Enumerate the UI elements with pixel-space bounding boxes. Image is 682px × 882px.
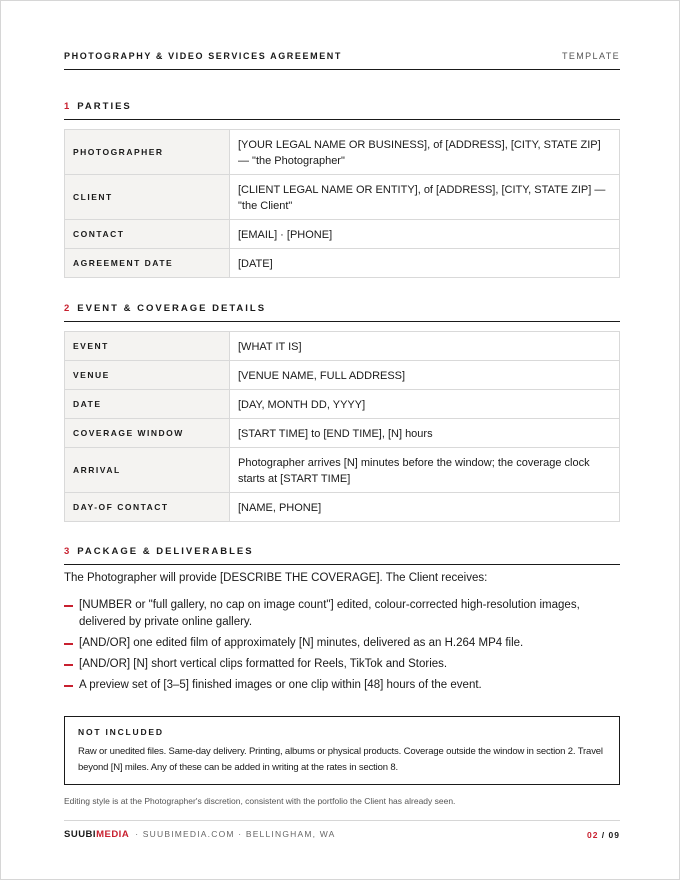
table-row <box>65 249 620 278</box>
field-value: [CLIENT LEGAL NAME OR ENTITY], of [ADDRESS], [CITY, STATE ZIP] — "the Client" <box>230 175 620 220</box>
section-heading-package <box>64 546 620 565</box>
document-title: PHOTOGRAPHY & VIDEO SERVICES AGREEMENT <box>64 51 343 61</box>
field-value: [VENUE NAME, FULL ADDRESS] <box>230 361 620 390</box>
not-included-box <box>64 716 620 785</box>
list-item <box>64 597 620 631</box>
page-separator: / <box>598 829 609 840</box>
footer-meta: · SUUBIMEDIA.COM · BELLINGHAM, WA <box>135 829 336 839</box>
section-heading-event <box>64 303 620 322</box>
deliverables-list <box>64 597 620 698</box>
header-rule <box>64 69 620 70</box>
section-title: PARTIES <box>77 101 132 112</box>
section-heading-parties <box>64 101 620 120</box>
page-current: 02 <box>586 829 599 840</box>
table-row <box>65 419 620 448</box>
field-value: [YOUR LEGAL NAME OR BUSINESS], of [ADDRESS], [CITY, STATE ZIP] — "the Photographer" <box>230 130 620 175</box>
table-row <box>65 390 620 419</box>
field-value: [START TIME] to [END TIME], [N] hours <box>230 419 620 448</box>
field-label: ARRIVAL <box>65 448 230 493</box>
section-number: 1 <box>64 101 72 112</box>
footer-rule <box>64 820 620 821</box>
table-row <box>65 332 620 361</box>
brand-part-b: MEDIA <box>96 829 130 840</box>
table-row <box>65 493 620 522</box>
footnote: Editing style is at the Photographer's discretion, consistent with the portfolio the Client has already seen. <box>64 796 456 806</box>
section-title: PACKAGE & DELIVERABLES <box>77 546 254 557</box>
list-item <box>64 656 620 673</box>
bullet-dash-icon <box>64 643 73 645</box>
field-value: [NAME, PHONE] <box>230 493 620 522</box>
bullet-dash-icon <box>64 685 73 687</box>
package-intro: The Photographer will provide [DESCRIBE THE COVERAGE]. The Client receives: <box>64 572 488 584</box>
field-label: DAY-OF CONTACT <box>65 493 230 522</box>
table-row <box>65 130 620 175</box>
list-item-text: A preview set of [3–5] finished images or one clip within [48] hours of the event. <box>79 679 482 691</box>
list-item-text: [NUMBER or "full gallery, no cap on image count"] edited, colour-corrected high-resolution images, delivered by private online gallery. <box>79 599 580 628</box>
parties-table <box>64 129 620 278</box>
field-label: CLIENT <box>65 175 230 220</box>
list-item <box>64 677 620 694</box>
event-table <box>64 331 620 522</box>
section-title: EVENT & COVERAGE DETAILS <box>77 303 267 314</box>
footer-left <box>64 829 336 840</box>
not-included-body: Raw or unedited files. Same-day delivery. Printing, albums or physical products. Coverage outside the window in section 2. Travel beyond [N] miles. Any of these can be added in writing at the rates in section 8. <box>78 746 603 773</box>
field-label: CONTACT <box>65 220 230 249</box>
field-value: Photographer arrives [N] minutes before the window; the coverage clock starts at [START TIME] <box>230 448 620 493</box>
page-header <box>64 51 620 61</box>
page-number <box>587 830 620 840</box>
template-tag: TEMPLATE <box>561 51 620 61</box>
section-number: 3 <box>64 546 72 557</box>
list-item <box>64 635 620 652</box>
not-included-title: NOT INCLUDED <box>78 727 164 737</box>
table-row <box>65 448 620 493</box>
list-item-text: [AND/OR] one edited film of approximately [N] minutes, delivered as an H.264 MP4 file. <box>79 637 524 649</box>
table-row <box>65 220 620 249</box>
field-value: [DAY, MONTH DD, YYYY] <box>230 390 620 419</box>
bullet-dash-icon <box>64 605 73 607</box>
page-total: 09 <box>608 829 620 840</box>
list-item-text: [AND/OR] [N] short vertical clips formatted for Reels, TikTok and Stories. <box>79 658 448 670</box>
field-label: EVENT <box>65 332 230 361</box>
brand-part-a: SUUBI <box>64 829 97 840</box>
bullet-dash-icon <box>64 664 73 666</box>
section-number: 2 <box>64 303 72 314</box>
field-value: [EMAIL] · [PHONE] <box>230 220 620 249</box>
page-footer <box>64 829 620 840</box>
table-row <box>65 361 620 390</box>
brand-logo <box>64 829 129 840</box>
table-row <box>65 175 620 220</box>
field-value: [DATE] <box>230 249 620 278</box>
field-label: AGREEMENT DATE <box>65 249 230 278</box>
field-label: VENUE <box>65 361 230 390</box>
field-label: DATE <box>65 390 230 419</box>
field-label: PHOTOGRAPHER <box>65 130 230 175</box>
field-label: COVERAGE WINDOW <box>65 419 230 448</box>
field-value: [WHAT IT IS] <box>230 332 620 361</box>
